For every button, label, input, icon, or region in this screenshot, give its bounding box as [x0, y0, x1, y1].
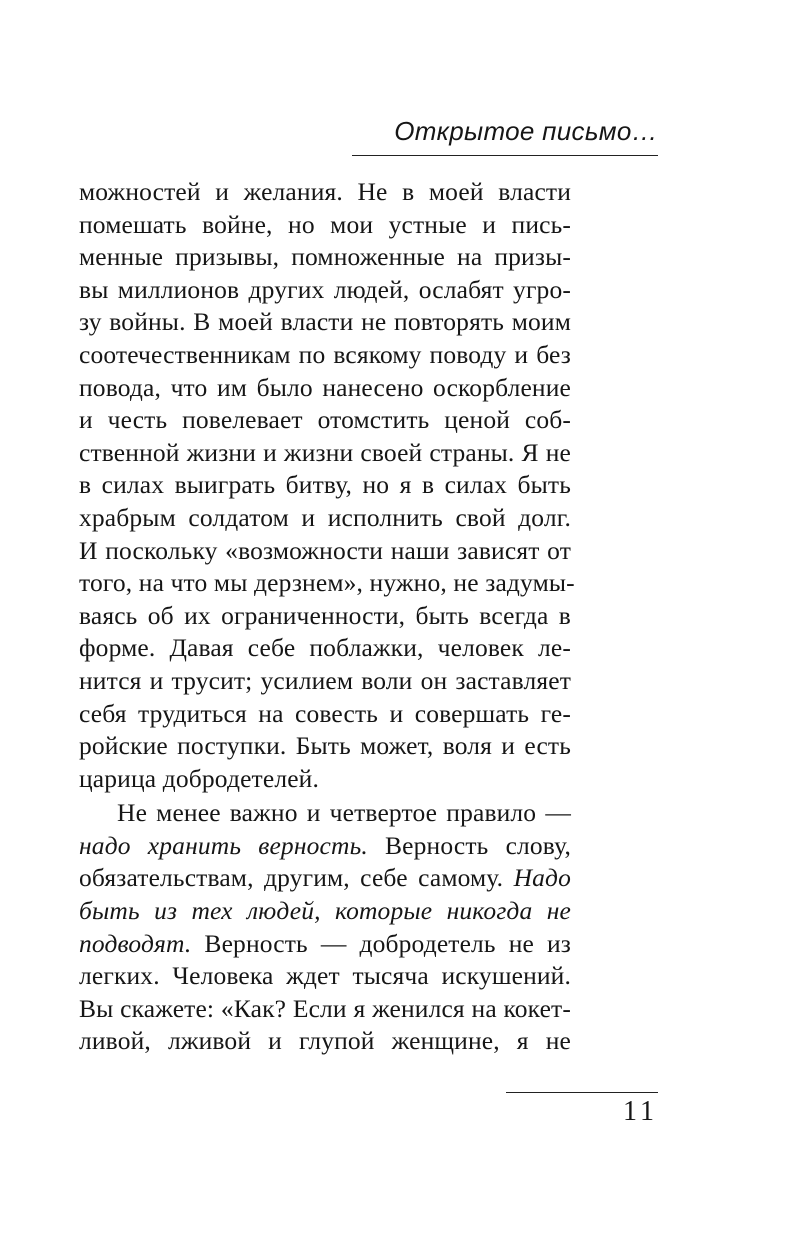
text-line: вы миллионов других людей, ослабят угро-: [79, 274, 571, 304]
text-line: царица добродетелей.: [79, 763, 319, 793]
text-line: храбрым солдатом и исполнить свой долг.: [79, 502, 571, 532]
text-line: в силах выиграть битву, но я в силах быть: [79, 470, 571, 500]
footer-rule: [506, 1092, 658, 1093]
running-head: Открытое письмо…: [394, 116, 658, 146]
text-line: Вы скажете: «Как? Если я женился на кокет-: [79, 993, 571, 1023]
text-line: ройские поступки. Быть может, воля и есть: [79, 731, 571, 761]
paragraph-2: [79, 797, 571, 1058]
page-number: 11: [623, 1096, 658, 1127]
text-line: помешать войне, но мои устные и пись-: [79, 209, 571, 239]
text-line: [79, 928, 571, 961]
text-line: соотечественникам по всякому поводу и без: [79, 339, 571, 369]
header-rule: [352, 155, 658, 156]
page-body-text: [79, 176, 575, 1058]
text-line: быть из тех людей, которые никогда не: [79, 896, 571, 926]
text-line: легких. Человека ждет тысяча искушений.: [79, 961, 571, 991]
paragraph-1: [79, 176, 575, 795]
text-line: менные призывы, помноженные на призы-: [79, 242, 571, 272]
text-line: себя трудиться на совесть и совершать ге-: [79, 698, 571, 728]
text-line: [79, 830, 571, 863]
text-run: Верность слову,: [367, 830, 572, 860]
text-line: форме. Давая себе поблажки, человек ле-: [79, 633, 571, 663]
text-line: Не менее важно и четвертое правило —: [117, 798, 571, 828]
text-line: ваясь об их ограниченности, быть всегда в: [79, 600, 571, 630]
text-line: нится и трусит; усилием воли он заставляет: [79, 665, 571, 695]
text-line: И поскольку «возможности наши зависят от: [79, 535, 571, 565]
text-line: ственной жизни и жизни своей страны. Я не: [79, 437, 571, 467]
text-line: зу войны. В моей власти не повторять моим: [79, 307, 571, 337]
italic-phrase: подводят.: [79, 928, 192, 958]
text-run: Верность — добродетель не из: [191, 928, 571, 958]
text-line: повода, что им было нанесено оскорбление: [79, 372, 571, 402]
text-line: того, на что мы дерзнем», нужно, не задумы-: [79, 568, 575, 598]
italic-phrase: Надо: [513, 863, 571, 893]
text-line: [79, 862, 571, 895]
text-line: можностей и желания. Не в моей власти: [79, 177, 571, 206]
text-run: обязательствам, другим, себе самому.: [79, 863, 514, 893]
text-line: и честь повелевает отомстить ценой соб-: [79, 405, 571, 435]
italic-phrase: надо хранить верность.: [79, 830, 368, 860]
text-line: ливой, лживой и глупой женщине, я не: [79, 1026, 571, 1056]
